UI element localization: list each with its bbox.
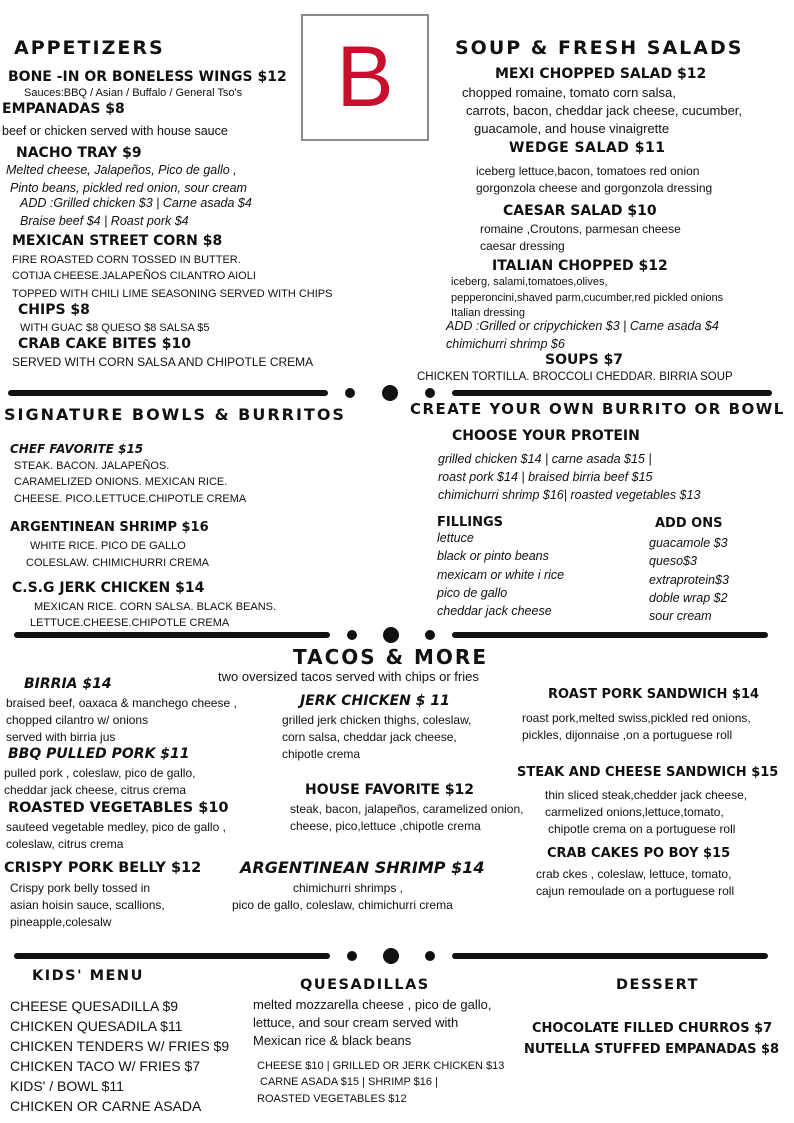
birria-desc-3: served with birria jus	[6, 730, 116, 744]
corn-item: MEXICAN STREET CORN $8	[12, 233, 223, 249]
wedge-salad-item: WEDGE SALAD $11	[509, 140, 666, 156]
house-desc-1: steak, bacon, jalapeños, caramelized onion,	[290, 802, 524, 816]
steak-desc-2: carmelized onions,lettuce,tomato,	[545, 805, 724, 819]
chips-desc: WITH GUAC $8 QUESO $8 SALSA $5	[20, 322, 210, 334]
filling-item: black or pinto beans	[437, 549, 549, 563]
kids-item: CHICKEN OR CARNE ASADA	[10, 1098, 202, 1114]
house-desc-2: cheese, pico,lettuce ,chipotle crema	[290, 819, 481, 833]
create-title: CREATE YOUR OWN BURRITO OR BOWL	[410, 400, 785, 418]
bbq-desc-1: pulled pork , coleslaw, pico de gallo,	[4, 766, 196, 780]
divider-dot	[425, 951, 435, 961]
protein-line-3: chimichurri shrimp $16| roasted vegetables $13	[438, 488, 701, 502]
kids-item: CHEESE QUESADILLA $9	[10, 998, 179, 1014]
italian-desc-2: pepperoncini,shaved parm,cucumber,red pickled onions	[451, 292, 724, 304]
taco-shrimp-desc-2: pico de gallo, coleslaw, chimichurri crema	[232, 898, 453, 912]
salad-add-1: ADD :Grilled or cripychicken $3 | Carne asada $4	[446, 319, 719, 333]
jerk-taco-desc-1: grilled jerk chicken thighs, coleslaw,	[282, 713, 472, 727]
italian-salad-item: ITALIAN CHOPPED $12	[492, 258, 668, 274]
empanadas-item: EMPANADAS $8	[2, 101, 125, 117]
belly-desc-1: Crispy pork belly tossed in	[10, 881, 151, 895]
caesar-desc-1: romaine ,Croutons, parmesan cheese	[480, 222, 681, 236]
divider-line	[452, 953, 768, 959]
house-favorite-item: HOUSE FAVORITE $12	[305, 782, 475, 798]
mexi-desc-3: guacamole, and house vinaigrette	[474, 121, 670, 136]
divider-dot	[347, 951, 357, 961]
soups-item: SOUPS $7	[545, 352, 624, 368]
addon-item: extraprotein$3	[649, 573, 729, 587]
divider-line	[8, 390, 328, 396]
kids-item: CHICKEN TENDERS W/ FRIES $9	[10, 1038, 230, 1054]
empanadas-desc: beef or chicken served with house sauce	[2, 124, 228, 138]
corn-desc-2: COTIJA CHEESE.JALAPEÑOS CILANTRO AIOLI	[12, 270, 256, 282]
wedge-desc-1: iceberg lettuce,bacon, tomatoes red onion	[476, 164, 700, 178]
wings-sauces: Sauces:BBQ / Asian / Buffalo / General Tso's	[24, 87, 243, 99]
belly-desc-3: pineapple,colesalw	[10, 915, 112, 929]
belly-desc-2: asian hoisin sauce, scallions,	[10, 898, 165, 912]
protein-line-2: roast pork $14 | braised birria beef $15	[438, 470, 653, 484]
pork-belly-item: CRISPY PORK BELLY $12	[4, 860, 202, 876]
corn-desc-3: TOPPED WITH CHILI LIME SEASONING SERVED WITH CHIPS	[12, 288, 333, 300]
nacho-item: NACHO TRAY $9	[16, 145, 142, 161]
roast-pork-desc-1: roast pork,melted swiss,pickled red onions,	[522, 711, 751, 725]
logo-letter: B	[336, 29, 394, 125]
protein-title: CHOOSE YOUR PROTEIN	[452, 428, 640, 444]
addon-item: queso$3	[649, 554, 697, 568]
quesadillas-title: QUESADILLAS	[300, 977, 430, 993]
crab-bites-desc: SERVED WITH CORN SALSA AND CHIPOTLE CREMA	[12, 355, 314, 369]
kids-title: KIDS' MENU	[32, 968, 144, 984]
brand-logo	[301, 14, 429, 141]
veg-item: ROASTED VEGETABLES $10	[8, 800, 229, 816]
quesadillas-price-3: ROASTED VEGETABLES $12	[257, 1093, 407, 1105]
filling-item: pico de gallo	[437, 586, 508, 600]
veg-desc-1: sauteed vegetable medley, pico de gallo ,	[6, 820, 226, 834]
bowl-shrimp-desc-2: COLESLAW. CHIMICHURRI CREMA	[26, 557, 209, 569]
dessert-empanadas: NUTELLA STUFFED EMPANADAS $8	[524, 1042, 780, 1057]
divider-line	[14, 632, 330, 638]
corn-desc-1: FIRE ROASTED CORN TOSSED IN BUTTER.	[12, 254, 241, 266]
nacho-add-1: ADD :Grilled chicken $3 | Carne asada $4	[20, 196, 252, 210]
chef-desc-1: STEAK. BACON. JALAPEÑOS.	[14, 460, 170, 472]
bowl-jerk-desc-2: LETTUCE.CHEESE.CHIPOTLE CREMA	[30, 617, 230, 629]
quesadillas-desc-2: lettuce, and sour cream served with	[253, 1015, 459, 1030]
bbq-pork-item: BBQ PULLED PORK $11	[8, 746, 190, 762]
jerk-taco-item: JERK CHICKEN $ 11	[300, 693, 450, 709]
divider-dot	[425, 388, 435, 398]
divider-dot	[347, 630, 357, 640]
crab-poboy-desc-2: cajun remoulade on a portuguese roll	[536, 884, 735, 898]
bowl-shrimp-desc-1: WHITE RICE. PICO DE GALLO	[30, 540, 186, 552]
wings-item: BONE -IN OR BONELESS WINGS $12	[8, 69, 287, 85]
taco-shrimp-item: ARGENTINEAN SHRIMP $14	[240, 858, 485, 877]
jerk-taco-desc-3: chipotle crema	[282, 747, 361, 761]
taco-shrimp-desc-1: chimichurri shrimps ,	[293, 881, 404, 895]
dessert-churros: CHOCOLATE FILLED CHURROS $7	[532, 1021, 773, 1036]
addons-title: ADD ONS	[655, 516, 723, 531]
divider-dot	[345, 388, 355, 398]
bowl-jerk-item: C.S.G JERK CHICKEN $14	[12, 580, 205, 596]
divider-dot	[383, 627, 399, 643]
chef-favorite-item: CHEF FAVORITE $15	[10, 442, 144, 456]
divider-line	[452, 632, 768, 638]
caesar-salad-item: CAESAR SALAD $10	[503, 203, 657, 219]
bowls-title: SIGNATURE BOWLS & BURRITOS	[4, 405, 346, 424]
protein-line-1: grilled chicken $14 | carne asada $15 |	[438, 452, 652, 466]
filling-item: lettuce	[437, 531, 474, 545]
roast-pork-item: ROAST PORK SANDWICH $14	[548, 687, 760, 702]
salads-title: SOUP & FRESH SALADS	[455, 37, 744, 59]
jerk-taco-desc-2: corn salsa, cheddar jack cheese,	[282, 730, 457, 744]
addon-item: guacamole $3	[649, 536, 728, 550]
bbq-desc-2: cheddar jack cheese, citrus crema	[4, 783, 187, 797]
quesadillas-price-1: CHEESE $10 | GRILLED OR JERK CHICKEN $13	[257, 1060, 505, 1072]
steak-desc-1: thin sliced steak,chedder jack cheese,	[545, 788, 748, 802]
filling-item: cheddar jack cheese	[437, 604, 552, 618]
kids-item: CHICKEN TACO W/ FRIES $7	[10, 1058, 201, 1074]
italian-desc-1: iceberg, salami,tomatoes,olives,	[451, 276, 608, 288]
steak-sandwich-item: STEAK AND CHEESE SANDWICH $15	[517, 765, 779, 780]
dessert-title: DESSERT	[616, 977, 699, 993]
crab-poboy-item: CRAB CAKES PO BOY $15	[547, 846, 731, 861]
divider-dot	[383, 948, 399, 964]
steak-desc-3: chipotle crema on a portuguese roll	[548, 822, 736, 836]
mexi-salad-item: MEXI CHOPPED SALAD $12	[495, 66, 707, 82]
nacho-add-2: Braise beef $4 | Roast pork $4	[20, 214, 189, 228]
birria-desc-2: chopped cilantro w/ onions	[6, 713, 149, 727]
birria-item: BIRRIA $14	[24, 676, 112, 692]
soups-desc: CHICKEN TORTILLA. BROCCOLI CHEDDAR. BIRRIA SOUP	[417, 371, 733, 383]
mexi-desc-2: carrots, bacon, cheddar jack cheese, cucumber,	[466, 103, 743, 118]
caesar-desc-2: caesar dressing	[480, 239, 565, 253]
fillings-title: FILLINGS	[437, 515, 504, 530]
divider-line	[14, 953, 330, 959]
kids-item: KIDS' / BOWL $11	[10, 1078, 124, 1094]
divider-dot	[382, 385, 398, 401]
crab-poboy-desc-1: crab ckes , coleslaw, lettuce, tomato,	[536, 867, 732, 881]
wedge-desc-2: gorgonzola cheese and gorgonzola dressing	[476, 181, 713, 195]
filling-item: mexicam or white i rice	[437, 568, 565, 582]
divider-dot	[425, 630, 435, 640]
crab-bites-item: CRAB CAKE BITES $10	[18, 336, 192, 352]
addon-item: sour cream	[649, 609, 712, 623]
quesadillas-desc-3: Mexican rice & black beans	[253, 1033, 412, 1048]
divider-line	[452, 390, 772, 396]
nacho-desc-2: Pinto beans, pickled red onion, sour cream	[10, 181, 247, 195]
chef-desc-2: CARAMELIZED ONIONS. MEXICAN RICE.	[14, 476, 228, 488]
kids-item: CHICKEN QUESADILA $11	[10, 1018, 183, 1034]
bowl-shrimp-item: ARGENTINEAN SHRIMP $16	[10, 520, 209, 535]
tacos-title: TACOS & MORE	[293, 645, 488, 669]
roast-pork-desc-2: pickles, dijonnaise ,on a portuguese roll	[522, 728, 733, 742]
appetizers-title: APPETIZERS	[14, 37, 165, 59]
mexi-desc-1: chopped romaine, tomato corn salsa,	[462, 85, 676, 100]
tacos-subtitle: two oversized tacos served with chips or fries	[218, 669, 479, 684]
nacho-desc-1: Melted cheese, Jalapeños, Pico de gallo ,	[6, 163, 237, 177]
addon-item: doble wrap $2	[649, 591, 728, 605]
salad-add-2: chimichurri shrimp $6	[446, 337, 565, 351]
veg-desc-2: coleslaw, citrus crema	[6, 837, 124, 851]
bowl-jerk-desc-1: MEXICAN RICE. CORN SALSA. BLACK BEANS.	[34, 601, 277, 613]
chef-desc-3: CHEESE. PICO.LETTUCE.CHIPOTLE CREMA	[14, 493, 247, 505]
italian-desc-3: Italian dressing	[451, 307, 525, 319]
quesadillas-desc-1: melted mozzarella cheese , pico de gallo,	[253, 997, 492, 1012]
quesadillas-price-2: CARNE ASADA $15 | SHRIMP $16 |	[260, 1076, 438, 1088]
chips-item: CHIPS $8	[18, 302, 90, 318]
birria-desc-1: braised beef, oaxaca & manchego cheese ,	[6, 696, 237, 710]
